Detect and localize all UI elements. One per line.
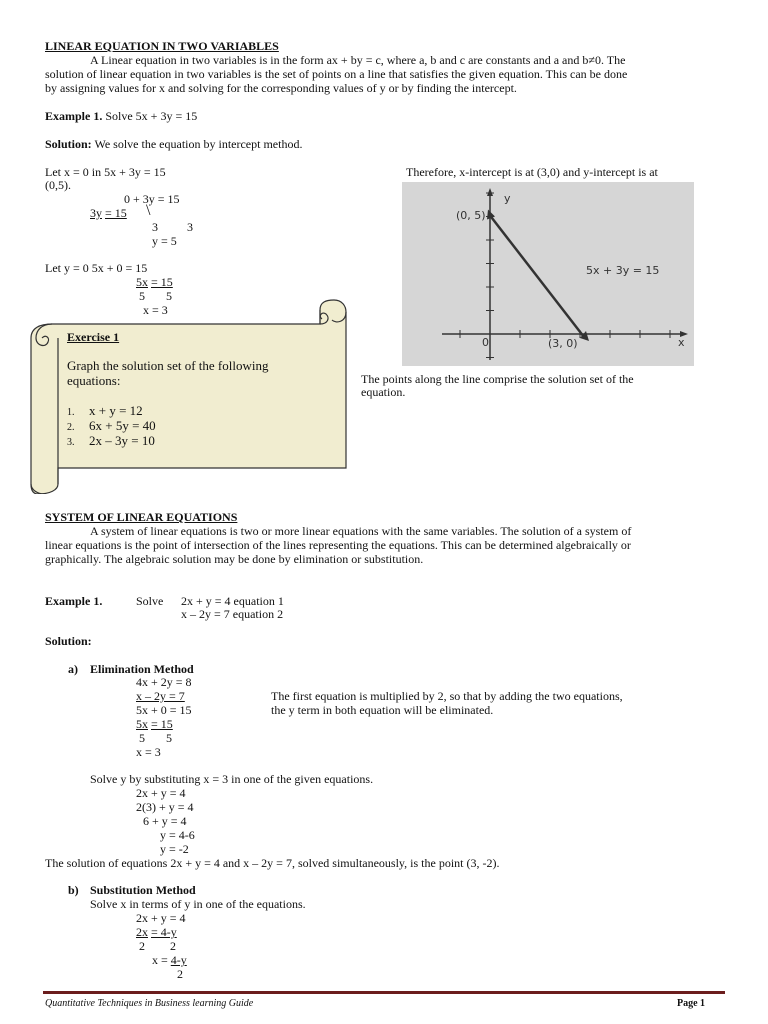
- footer-guide-title: Quantitative Techniques in Business learning Guide: [45, 998, 254, 1009]
- example1-solution: [45, 137, 302, 151]
- intro-paragraph-line: linear equations is the point of intersection of the lines representing the equations. This can be determined algebraically or: [45, 538, 631, 552]
- work-line: 5x + 0 = 15: [136, 703, 192, 717]
- work-line: 2: [177, 967, 183, 981]
- example2-solve: Solve: [136, 594, 164, 608]
- work-line: [136, 717, 173, 731]
- elimination-note: the y term in both equation will be eliminated.: [271, 703, 494, 717]
- work-line: 2(3) + y = 4: [136, 800, 194, 814]
- section-title-system: SYSTEM OF LINEAR EQUATIONS: [45, 510, 238, 524]
- work-line: x = 3: [136, 745, 161, 759]
- list-number: 3.: [67, 437, 75, 448]
- work-line: x = 3: [143, 303, 168, 317]
- elimination-conclusion: The solution of equations 2x + y = 4 and x – 2y = 7, solved simultaneously, is the point (3, -2).: [45, 856, 500, 870]
- work-line: [90, 206, 127, 220]
- example2-label: Example 1.: [45, 594, 103, 608]
- list-item: [67, 434, 156, 449]
- work-line: 3: [152, 220, 158, 234]
- work-line: [136, 275, 173, 289]
- y-intercept-label: (0, 5): [456, 209, 486, 222]
- intercept-graph: [402, 182, 694, 366]
- intro-paragraph-line: A Linear equation in two variables is in the form ax + by = c, where a, b and c are constants and a and b≠0. The: [90, 53, 626, 67]
- exercise-scroll: [28, 298, 352, 494]
- example1-statement: [45, 109, 197, 123]
- method-title: Elimination Method: [90, 662, 194, 676]
- exercise-list: [67, 404, 156, 449]
- intro-paragraph-line: graphically. The algebraic solution may be done by elimination or substitution.: [45, 552, 424, 566]
- exercise-instruction: equations:: [67, 373, 121, 388]
- example2-solution-label: Solution:: [45, 634, 92, 648]
- origin-label: 0: [482, 336, 489, 349]
- work-line: (0,5).: [45, 178, 71, 192]
- footer-rule: [43, 991, 725, 994]
- intro-paragraph-line: by assigning values for x and solving for the corresponding values of y or by finding the intercept.: [45, 81, 517, 95]
- work-fragment: 3y: [90, 206, 102, 220]
- work-line: Let x = 0 in 5x + 3y = 15: [45, 165, 166, 179]
- y-axis-label: y: [504, 192, 511, 205]
- equation-1: 2x + y = 4 equation 1: [181, 594, 284, 608]
- equation-line: [490, 216, 584, 338]
- work-fragment: 4-y: [170, 953, 187, 967]
- work-line: [152, 953, 187, 967]
- intro-paragraph-line: A system of linear equations is two or more linear equations with the same variables. The solution of a system of: [90, 524, 632, 538]
- list-number: 2.: [67, 422, 75, 433]
- list-item: [67, 419, 156, 434]
- example-text: Solve 5x + 3y = 15: [105, 109, 198, 123]
- work-line: 5: [166, 289, 172, 303]
- substitute-intro: Solve y by substituting x = 3 in one of the given equations.: [90, 772, 374, 786]
- work-fragment: = 15: [151, 275, 173, 289]
- section-title-linear-equation: LINEAR EQUATION IN TWO VARIABLES: [45, 39, 279, 53]
- work-line: 5: [139, 731, 145, 745]
- work-line: [136, 925, 177, 939]
- method-label: b): [68, 883, 79, 897]
- work-fragment: = 15: [105, 206, 127, 220]
- work-line: 2: [139, 939, 145, 953]
- method-label: a): [68, 662, 78, 676]
- list-equation: 6x + 5y = 40: [89, 418, 156, 433]
- cancel-mark: \: [146, 202, 151, 219]
- substitution-intro: Solve x in terms of y in one of the equations.: [90, 897, 306, 911]
- work-line: x – 2y = 7: [136, 689, 185, 703]
- intro-paragraph-line: solution of linear equation in two variables is the set of points on a line that satisfies the given equation. This can be done: [45, 67, 628, 81]
- solution-text: We solve the equation by intercept method.: [94, 137, 303, 151]
- list-item: [67, 404, 156, 419]
- work-line: 0 + 3y = 15: [124, 192, 180, 206]
- line-arrow-top: [487, 210, 495, 220]
- list-number: 1.: [67, 407, 75, 418]
- method-title: Substitution Method: [90, 883, 196, 897]
- work-line: 5: [139, 289, 145, 303]
- x-intercept-label: (3, 0): [548, 337, 578, 350]
- list-equation: x + y = 12: [89, 403, 143, 418]
- graph-canvas: [402, 182, 694, 366]
- work-line: y = 4-6: [160, 828, 195, 842]
- example-label: Example 1.: [45, 109, 103, 123]
- work-line: y = 5: [152, 234, 177, 248]
- graph-caption: equation.: [361, 385, 406, 399]
- x-axis-label: x: [678, 336, 685, 349]
- work-line: 5: [166, 731, 172, 745]
- graph-caption: The points along the line comprise the solution set of the: [361, 372, 634, 386]
- work-fragment: x =: [152, 953, 171, 967]
- y-axis-arrow: [487, 188, 493, 196]
- equation-label: 5x + 3y = 15: [586, 264, 660, 277]
- work-fragment: = 4-y: [151, 925, 177, 939]
- work-line: 6 + y = 4: [143, 814, 187, 828]
- exercise-title: Exercise 1: [67, 330, 120, 344]
- work-line: Let y = 0 5x + 0 = 15: [45, 261, 148, 275]
- work-fragment: 5x: [136, 717, 148, 731]
- work-fragment: 2x: [136, 925, 148, 939]
- page-number: Page 1: [677, 998, 706, 1009]
- work-line: 3: [187, 220, 193, 234]
- work-line: 2x + y = 4: [136, 911, 186, 925]
- work-line: 2x + y = 4: [136, 786, 186, 800]
- work-fragment: = 15: [151, 717, 173, 731]
- work-line: 2: [170, 939, 176, 953]
- work-line: 4x + 2y = 8: [136, 675, 192, 689]
- equation-2: x – 2y = 7 equation 2: [181, 607, 284, 621]
- intercept-statement: Therefore, x-intercept is at (3,0) and y-intercept is at: [406, 165, 658, 179]
- work-line: y = -2: [160, 842, 189, 856]
- solution-label: Solution:: [45, 137, 92, 151]
- list-equation: 2x – 3y = 10: [89, 433, 155, 448]
- exercise-instruction: Graph the solution set of the following: [67, 358, 269, 373]
- work-fragment: 5x: [136, 275, 148, 289]
- elimination-note: The first equation is multiplied by 2, so that by adding the two equations,: [271, 689, 623, 703]
